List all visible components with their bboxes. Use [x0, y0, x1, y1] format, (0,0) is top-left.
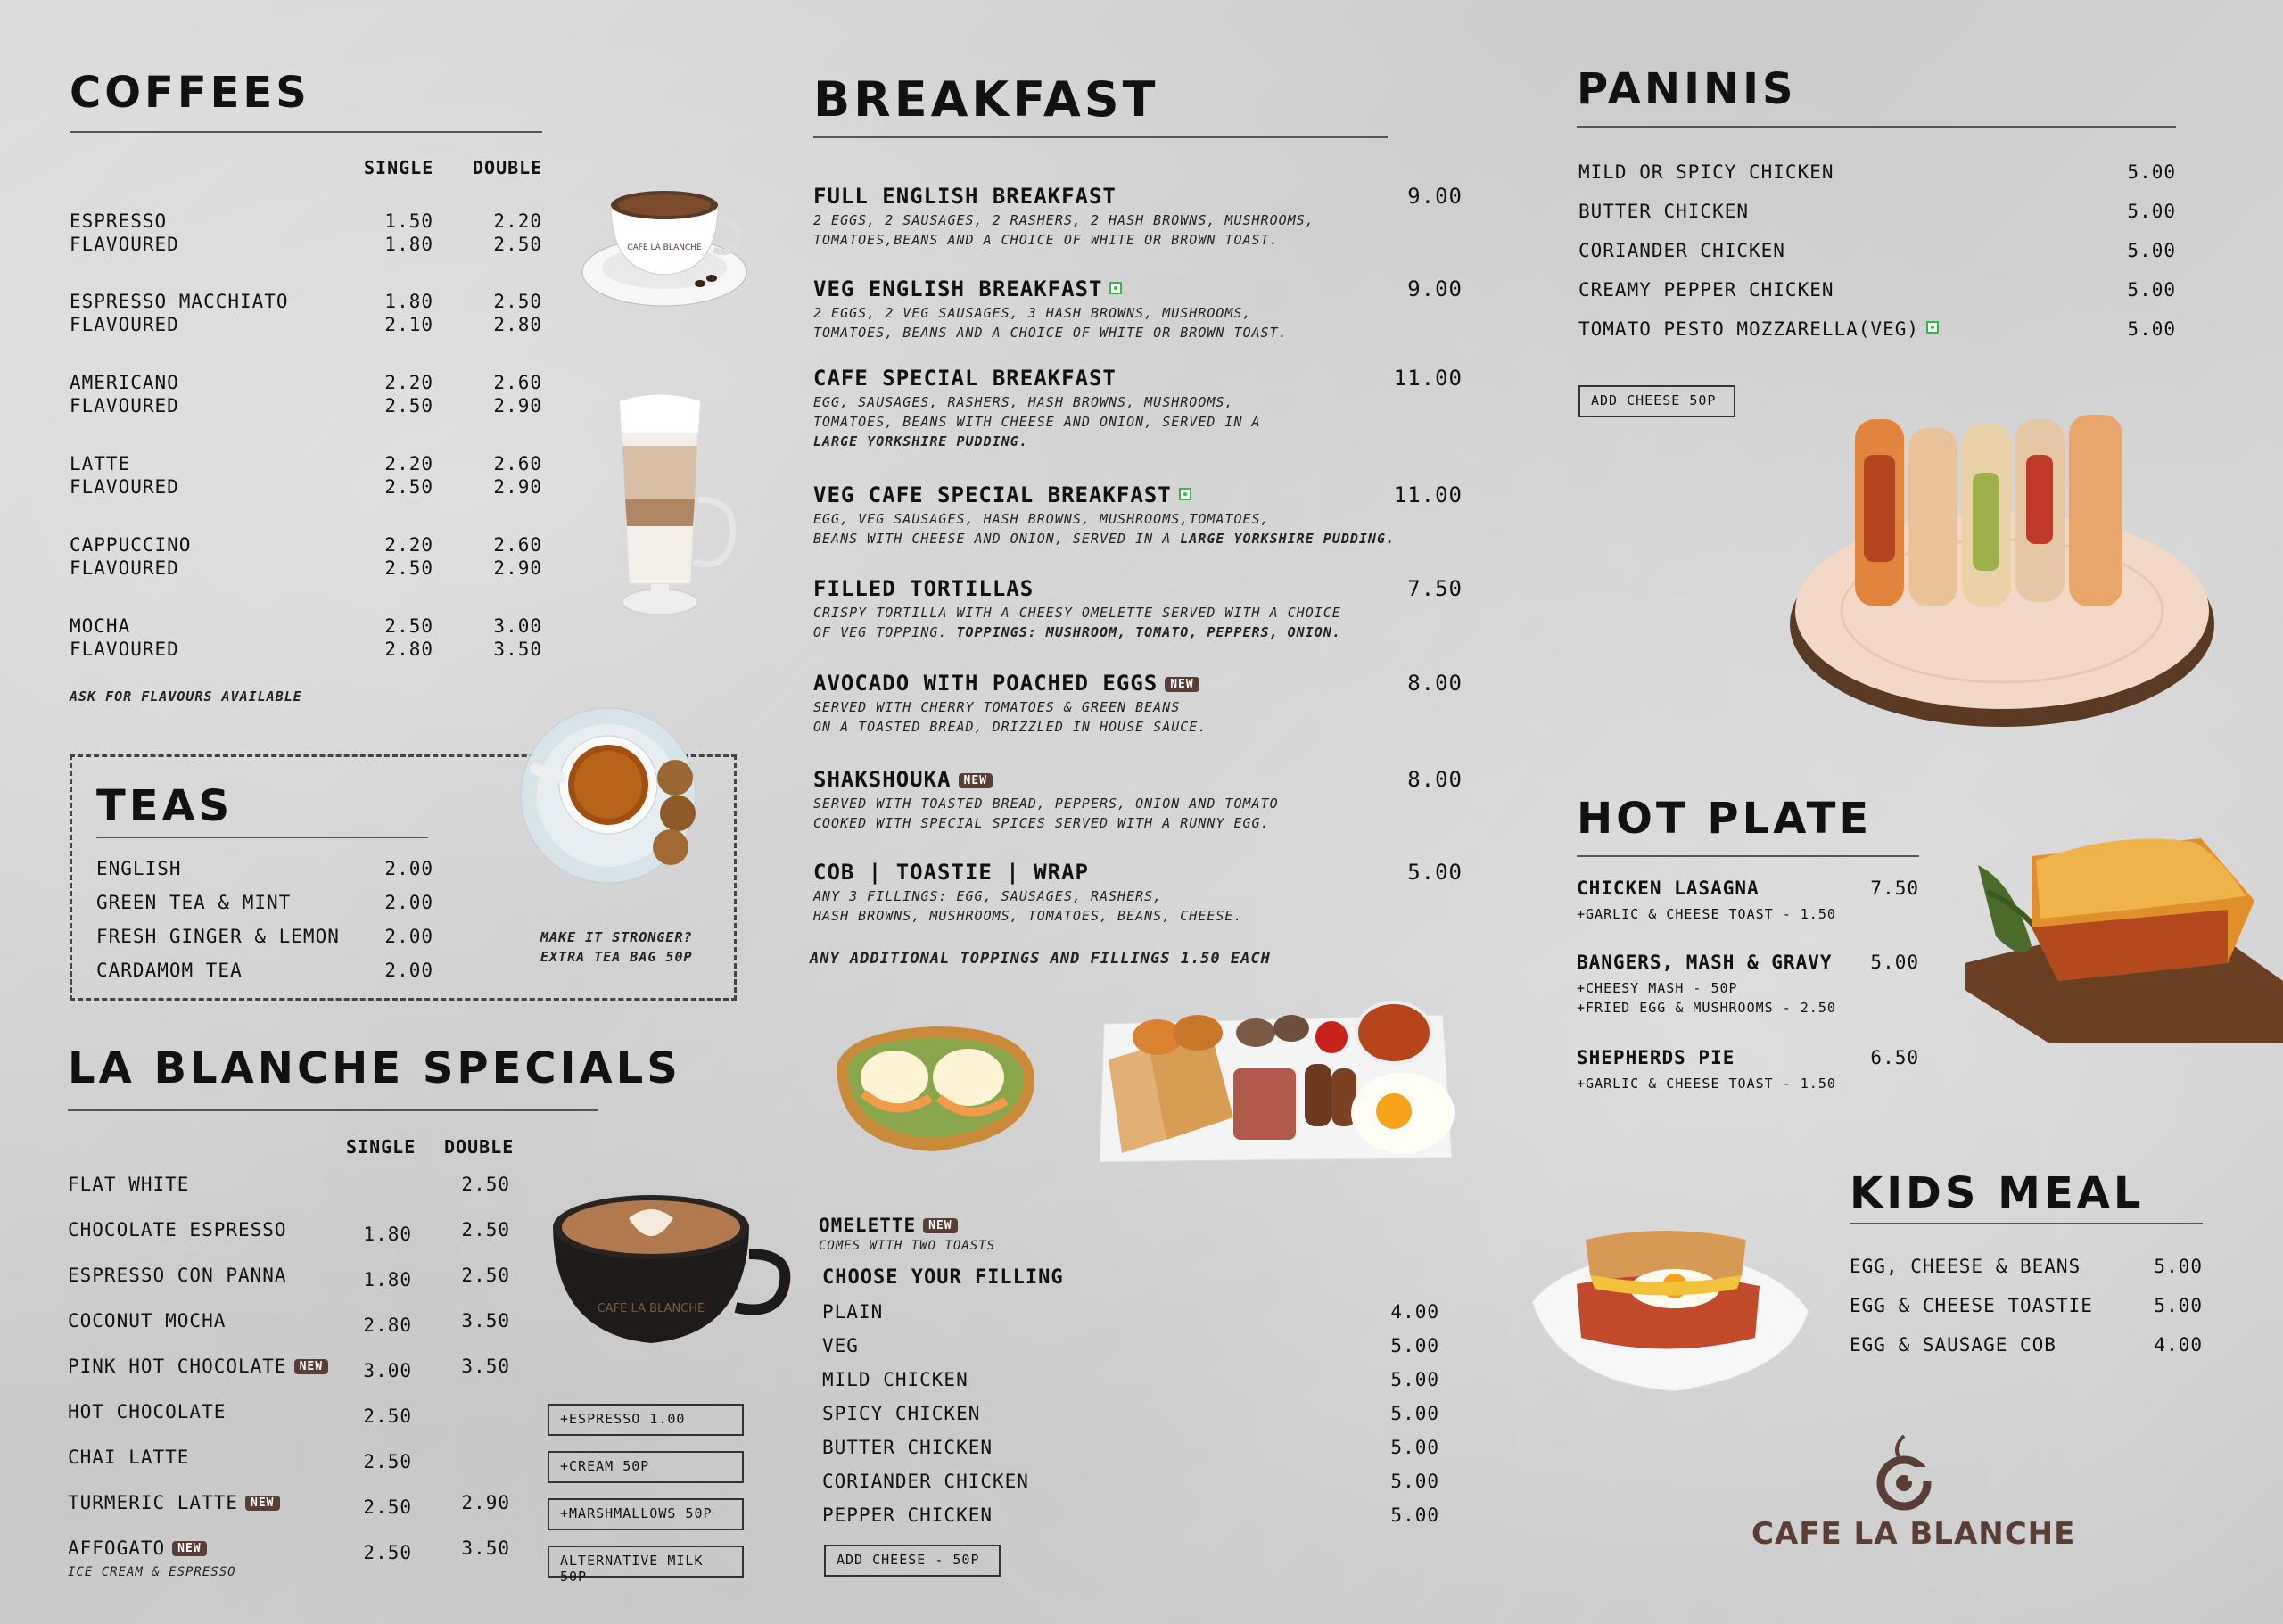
panini-item-price: 5.00 [2127, 279, 2176, 301]
coffees-col-double: DOUBLE [473, 157, 543, 178]
breakfast-item-desc [813, 529, 1395, 548]
coffee-item-single: 1.80 [384, 234, 433, 255]
special-item-single: 2.50 [363, 1542, 412, 1563]
breakfast-item-desc: 2 EGGS, 2 VEG SAUSAGES, 3 HASH BROWNS, MUSHROOMS, [813, 305, 1252, 321]
special-item-name [68, 1537, 207, 1559]
breakfast-item-price: 9.00 [1407, 184, 1463, 209]
special-item-single: 1.80 [363, 1224, 412, 1245]
special-item-double: 3.50 [461, 1356, 510, 1377]
breakfast-item-desc [813, 813, 1270, 833]
breakfast-item-price: 8.00 [1407, 767, 1463, 792]
coffee-item-double: 2.20 [493, 210, 542, 232]
breakfast-item-desc [813, 622, 1341, 642]
omelette-filling-price: 4.00 [1390, 1301, 1439, 1323]
breakfast-item-name [813, 671, 1199, 696]
special-item-name [68, 1356, 328, 1377]
panini-item-label: BUTTER CHICKEN [1578, 201, 1750, 222]
breakfast-item-desc [813, 412, 1261, 432]
kids-item-price: 5.00 [2154, 1295, 2203, 1316]
tea-item-price: 2.00 [384, 926, 433, 947]
breakfast-item-desc [813, 906, 1242, 926]
breakfast-item-desc: SERVED WITH TOASTED BREAD, PEPPERS, ONION AND TOMATO [813, 796, 1279, 812]
specials-addon-box: ALTERNATIVE MILK 50P [548, 1546, 744, 1578]
coffee-item-name: FLAVOURED [70, 234, 179, 255]
breakfast-item-name [813, 860, 1089, 885]
coffee-item-single: 2.20 [384, 534, 433, 556]
teas-note-2: EXTRA TEA BAG 50P [540, 949, 693, 965]
special-item-sub: ICE CREAM & ESPRESSO [68, 1565, 236, 1579]
breakfast-item-desc-text: TOMATOES, BEANS AND A CHOICE OF WHITE OR BROWN TOAST. [813, 325, 1288, 341]
breakfast-item-desc: EGG, SAUSAGES, RASHERS, HASH BROWNS, MUSHROOMS, [813, 394, 1234, 410]
coffee-item-double: 2.90 [493, 476, 542, 498]
breakfast-item-label: COB | TOASTIE | WRAP [813, 860, 1089, 885]
special-new-badge: NEW [294, 1359, 328, 1374]
panini-item-name [1578, 161, 1834, 183]
coffee-item-single: 2.50 [384, 395, 433, 416]
special-item-label: PINK HOT CHOCOLATE [68, 1356, 287, 1377]
omelette-filling-name: VEG [822, 1335, 859, 1356]
breakfast-item-desc: ANY 3 FILLINGS: EGG, SAUSAGES, RASHERS, [813, 888, 1163, 904]
panini-item-price: 5.00 [2127, 201, 2176, 222]
special-item-single: 2.50 [363, 1406, 412, 1427]
breakfast-item-label: AVOCADO WITH POACHED EGGS [813, 671, 1158, 696]
hotplate-item-sub: +CHEESY MASH - 50P [1577, 980, 1738, 996]
veg-icon [1109, 282, 1122, 294]
coffee-item-double: 2.80 [493, 314, 542, 335]
kids-title: KIDS MEAL [1850, 1168, 2145, 1218]
panini-item-name [1578, 279, 1834, 301]
brand-name: CAFE LA BLANCHE [1751, 1516, 2076, 1552]
specials-addon-box: +MARSHMALLOWS 50P [548, 1498, 744, 1530]
coffee-item-double: 2.50 [493, 234, 542, 255]
breakfast-toppings-note: ANY ADDITIONAL TOPPINGS AND FILLINGS 1.50 EACH [810, 950, 1271, 968]
full-english-plate-image [1086, 997, 1461, 1175]
breakfast-item-price: 5.00 [1407, 860, 1463, 885]
kids-item-name: EGG, CHEESE & BEANS [1850, 1256, 2081, 1277]
panini-item-name [1578, 201, 1749, 222]
coffee-item-double: 2.50 [493, 291, 542, 312]
omelette-subtitle: COMES WITH TWO TOASTS [819, 1239, 996, 1253]
special-item-double: 2.50 [461, 1219, 510, 1241]
omelette-filling-name: MILD CHICKEN [822, 1369, 968, 1390]
omelette-addon-box: ADD CHEESE - 50P [824, 1545, 1001, 1577]
breakfast-item-desc-bold: LARGE YORKSHIRE PUDDING. [1171, 531, 1396, 547]
special-new-badge: NEW [172, 1541, 206, 1556]
espresso-cup-brand: CAFE LA BLANCHE [627, 243, 702, 252]
breakfast-item-desc-text: TOMATOES, BEANS WITH CHEESE AND ONION, SERVED IN A [813, 414, 1261, 430]
specials-addon-box: +CREAM 50P [548, 1451, 744, 1483]
special-item-single: 2.50 [363, 1496, 412, 1518]
tea-item-name: ENGLISH [96, 858, 182, 879]
espresso-cup-image [580, 178, 749, 312]
tea-item-price: 2.00 [384, 960, 433, 981]
special-item-label: HOT CHOCOLATE [68, 1401, 227, 1422]
special-item-label: TURMERIC LATTE [68, 1492, 239, 1513]
breakfast-new-badge: NEW [1165, 677, 1199, 692]
breakfast-item-label: SHAKSHOUKA [813, 767, 952, 792]
panini-item-label: TOMATO PESTO MOZZARELLA(VEG) [1578, 318, 1920, 340]
hotplate-item-name: BANGERS, MASH & GRAVY [1577, 952, 1833, 973]
cappuccino-cup-brand: CAFE LA BLANCHE [597, 1302, 705, 1315]
coffee-item-double: 2.60 [493, 534, 542, 556]
cappuccino-cup-image [544, 1191, 794, 1361]
coffees-note: ASK FOR FLAVOURS AVAILABLE [70, 688, 302, 705]
coffee-item-name: CAPPUCCINO [70, 534, 192, 556]
coffee-item-name: LATTE [70, 453, 131, 474]
breakfast-item-name [813, 276, 1122, 301]
special-item-double: 3.50 [461, 1537, 510, 1559]
panini-item-price: 5.00 [2127, 240, 2176, 261]
special-item-single: 1.80 [363, 1269, 412, 1290]
coffees-divider [70, 131, 542, 133]
omelette-title-row [819, 1215, 958, 1236]
coffee-item-name: FLAVOURED [70, 639, 179, 660]
lasagna-image [1960, 829, 2283, 1043]
omelette-filling-price: 5.00 [1390, 1504, 1439, 1526]
breakfast-item-desc-text: OF VEG TOPPING. [813, 624, 948, 640]
special-new-badge: NEW [245, 1496, 279, 1511]
panini-item-price: 5.00 [2127, 161, 2176, 183]
panini-item-price: 5.00 [2127, 318, 2176, 340]
breakfast-item-desc-text: BEANS WITH CHEESE AND ONION, SERVED IN A [813, 531, 1172, 547]
coffee-item-double: 2.60 [493, 453, 542, 474]
omelette-filling-name: SPICY CHICKEN [822, 1403, 981, 1424]
hotplate-divider [1577, 855, 1919, 857]
omelette-filling-price: 5.00 [1390, 1437, 1439, 1458]
special-item-double: 2.50 [461, 1265, 510, 1286]
omelette-filling-name: PLAIN [822, 1301, 884, 1323]
hotplate-item-sub: +GARLIC & CHEESE TOAST - 1.50 [1577, 1076, 1836, 1092]
paninis-title: PANINIS [1577, 64, 1797, 114]
breakfast-item-desc [813, 717, 1207, 737]
breakfast-item-desc-text: COOKED WITH SPECIAL SPICES SERVED WITH A RUNNY EGG. [813, 815, 1270, 831]
special-item-single: 3.00 [363, 1360, 412, 1381]
coffee-item-name: FLAVOURED [70, 476, 179, 498]
tea-item-price: 2.00 [384, 892, 433, 913]
special-item-double: 2.50 [461, 1174, 510, 1195]
omelette-filling-name: CORIANDER CHICKEN [822, 1471, 1029, 1492]
breakfast-item-desc-text: TOMATOES,BEANS AND A CHOICE OF WHITE OR BROWN TOAST. [813, 232, 1279, 248]
hotplate-title: HOT PLATE [1577, 794, 1873, 844]
panini-item-name [1578, 240, 1785, 261]
panini-item-label: MILD OR SPICY CHICKEN [1578, 161, 1834, 183]
omelette-filling-price: 5.00 [1390, 1335, 1439, 1356]
brand-logo-icon [1873, 1431, 1935, 1512]
tea-item-name: CARDAMOM TEA [96, 960, 243, 981]
breakfast-item-name [813, 576, 1034, 601]
breakfast-item-desc: EGG, VEG SAUSAGES, HASH BROWNS, MUSHROOMS,TOMATOES, [813, 511, 1270, 527]
breakfast-divider [813, 136, 1388, 138]
omelette-filling-name: BUTTER CHICKEN [822, 1437, 993, 1458]
teas-note-1: MAKE IT STRONGER? [540, 929, 693, 945]
omelette-title: OMELETTE [819, 1215, 917, 1236]
special-item-label: CHOCOLATE ESPRESSO [68, 1219, 287, 1241]
breakfast-item-desc [813, 323, 1288, 342]
kids-divider [1850, 1223, 2203, 1224]
kids-item-name: EGG & CHEESE TOASTIE [1850, 1295, 2093, 1316]
special-item-name [68, 1310, 226, 1331]
breakfast-item-name [813, 767, 993, 792]
tea-item-price: 2.00 [384, 858, 433, 879]
coffee-item-single: 2.10 [384, 314, 433, 335]
panini-board-image [1784, 401, 2221, 731]
breakfast-item-price: 9.00 [1407, 276, 1463, 301]
coffee-item-single: 2.80 [384, 639, 433, 660]
veg-icon [1179, 488, 1191, 500]
coffee-item-name: FLAVOURED [70, 395, 179, 416]
panini-item-label: CORIANDER CHICKEN [1578, 240, 1785, 261]
special-item-single: 2.80 [363, 1315, 412, 1336]
hotplate-item-price: 5.00 [1870, 952, 1919, 973]
kids-item-price: 4.00 [2154, 1334, 2203, 1356]
special-item-label: AFFOGATO [68, 1537, 166, 1559]
specials-col-single: SINGLE [346, 1136, 416, 1158]
coffees-title: COFFEES [70, 68, 310, 118]
coffees-col-single: SINGLE [364, 157, 434, 178]
breakfast-new-badge: NEW [959, 773, 993, 788]
special-item-name [68, 1219, 287, 1241]
omelette-choose-heading: CHOOSE YOUR FILLING [822, 1266, 1064, 1289]
breakfast-title: BREAKFAST [813, 71, 1159, 128]
breakfast-item-desc: CRISPY TORTILLA WITH A CHEESY OMELETTE SERVED WITH A CHOICE [813, 605, 1341, 621]
special-item-name [68, 1492, 280, 1513]
coffee-item-name: ESPRESSO [70, 210, 168, 232]
specials-addon-box: +ESPRESSO 1.00 [548, 1404, 744, 1436]
breakfast-item-label: FILLED TORTILLAS [813, 576, 1034, 601]
paninis-divider [1577, 126, 2176, 128]
special-item-name [68, 1401, 226, 1422]
breakfast-item-name [813, 366, 1117, 391]
coffee-item-double: 2.90 [493, 557, 542, 579]
special-item-label: ESPRESSO CON PANNA [68, 1265, 287, 1286]
latte-glass-image [606, 392, 749, 629]
hotplate-item-name: SHEPHERDS PIE [1577, 1047, 1735, 1068]
coffee-item-name: FLAVOURED [70, 557, 179, 579]
special-item-label: CHAI LATTE [68, 1447, 190, 1468]
avocado-toast-image [828, 1013, 1042, 1165]
tea-item-name: GREEN TEA & MINT [96, 892, 292, 913]
hotplate-item-price: 7.50 [1870, 878, 1919, 899]
coffee-item-single: 1.50 [384, 210, 433, 232]
breakfast-item-desc-text: HASH BROWNS, MUSHROOMS, TOMATOES, BEANS, CHEESE. [813, 908, 1243, 924]
specials-divider [68, 1109, 598, 1111]
coffee-item-name: AMERICANO [70, 372, 179, 393]
coffee-item-single: 2.50 [384, 615, 433, 637]
omelette-filling-name: PEPPER CHICKEN [822, 1504, 993, 1526]
special-item-label: COCONUT MOCHA [68, 1310, 227, 1331]
hotplate-item-name: CHICKEN LASAGNA [1577, 878, 1760, 899]
breakfast-item-label: VEG ENGLISH BREAKFAST [813, 276, 1103, 301]
coffee-item-single: 2.20 [384, 453, 433, 474]
coffee-item-single: 2.50 [384, 557, 433, 579]
teas-title: TEAS [96, 781, 234, 831]
panini-item-label: CREAMY PEPPER CHICKEN [1578, 279, 1834, 301]
coffee-item-double: 3.00 [493, 615, 542, 637]
coffee-item-name: FLAVOURED [70, 314, 179, 335]
breakfast-item-price: 7.50 [1407, 576, 1463, 601]
breakfast-item-desc: 2 EGGS, 2 SAUSAGES, 2 RASHERS, 2 HASH BROWNS, MUSHROOMS, [813, 212, 1315, 228]
veg-icon [1926, 321, 1939, 334]
coffee-item-double: 2.60 [493, 372, 542, 393]
teas-divider [96, 837, 428, 838]
paninis-addon-box: ADD CHEESE 50P [1578, 385, 1735, 417]
special-item-name [68, 1174, 189, 1195]
specials-title: LA BLANCHE SPECIALS [68, 1043, 681, 1093]
specials-col-double: DOUBLE [444, 1136, 515, 1158]
special-item-name [68, 1447, 189, 1468]
breakfast-item-label: CAFE SPECIAL BREAKFAST [813, 366, 1117, 391]
omelette-filling-price: 5.00 [1390, 1471, 1439, 1492]
hotplate-item-sub: +GARLIC & CHEESE TOAST - 1.50 [1577, 906, 1836, 922]
tea-item-name: FRESH GINGER & LEMON [96, 926, 340, 947]
coffee-item-name: MOCHA [70, 615, 131, 637]
omelette-filling-price: 5.00 [1390, 1369, 1439, 1390]
coffee-item-double: 3.50 [493, 639, 542, 660]
special-item-label: FLAT WHITE [68, 1174, 190, 1195]
tea-cup-image [519, 706, 706, 885]
coffee-item-name: ESPRESSO MACCHIATO [70, 291, 289, 312]
breakfast-item-price: 11.00 [1393, 366, 1463, 391]
special-item-single: 2.50 [363, 1451, 412, 1472]
hotplate-item-sub: +FRIED EGG & MUSHROOMS - 2.50 [1577, 1000, 1836, 1016]
omelette-new-badge: NEW [923, 1218, 957, 1233]
breakfast-item-label: FULL ENGLISH BREAKFAST [813, 184, 1117, 209]
coffee-item-single: 2.50 [384, 476, 433, 498]
breakfast-item-desc: SERVED WITH CHERRY TOMATOES & GREEN BEANS [813, 699, 1181, 715]
coffee-item-single: 1.80 [384, 291, 433, 312]
special-item-name [68, 1265, 287, 1286]
panini-item-name [1578, 318, 1939, 340]
breakfast-item-desc-bold: TOPPINGS: MUSHROOM, TOMATO, PEPPERS, ONION. [947, 624, 1341, 640]
kids-item-price: 5.00 [2154, 1256, 2203, 1277]
kids-sandwich-image [1523, 1204, 1817, 1400]
breakfast-item-price: 11.00 [1393, 482, 1463, 507]
breakfast-item-desc: LARGE YORKSHIRE PUDDING. [813, 433, 1028, 449]
breakfast-item-desc-text: ON A TOASTED BREAD, DRIZZLED IN HOUSE SAUCE. [813, 719, 1207, 735]
breakfast-item-name [813, 482, 1191, 507]
coffee-item-double: 2.90 [493, 395, 542, 416]
breakfast-item-price: 8.00 [1407, 671, 1463, 696]
hotplate-item-price: 6.50 [1870, 1047, 1919, 1068]
coffee-item-single: 2.20 [384, 372, 433, 393]
breakfast-item-desc [813, 230, 1279, 250]
omelette-filling-price: 5.00 [1390, 1403, 1439, 1424]
breakfast-item-name [813, 184, 1117, 209]
breakfast-item-label: VEG CAFE SPECIAL BREAKFAST [813, 482, 1172, 507]
special-item-double: 2.90 [461, 1492, 510, 1513]
special-item-double: 3.50 [461, 1310, 510, 1331]
kids-item-name: EGG & SAUSAGE COB [1850, 1334, 2056, 1356]
